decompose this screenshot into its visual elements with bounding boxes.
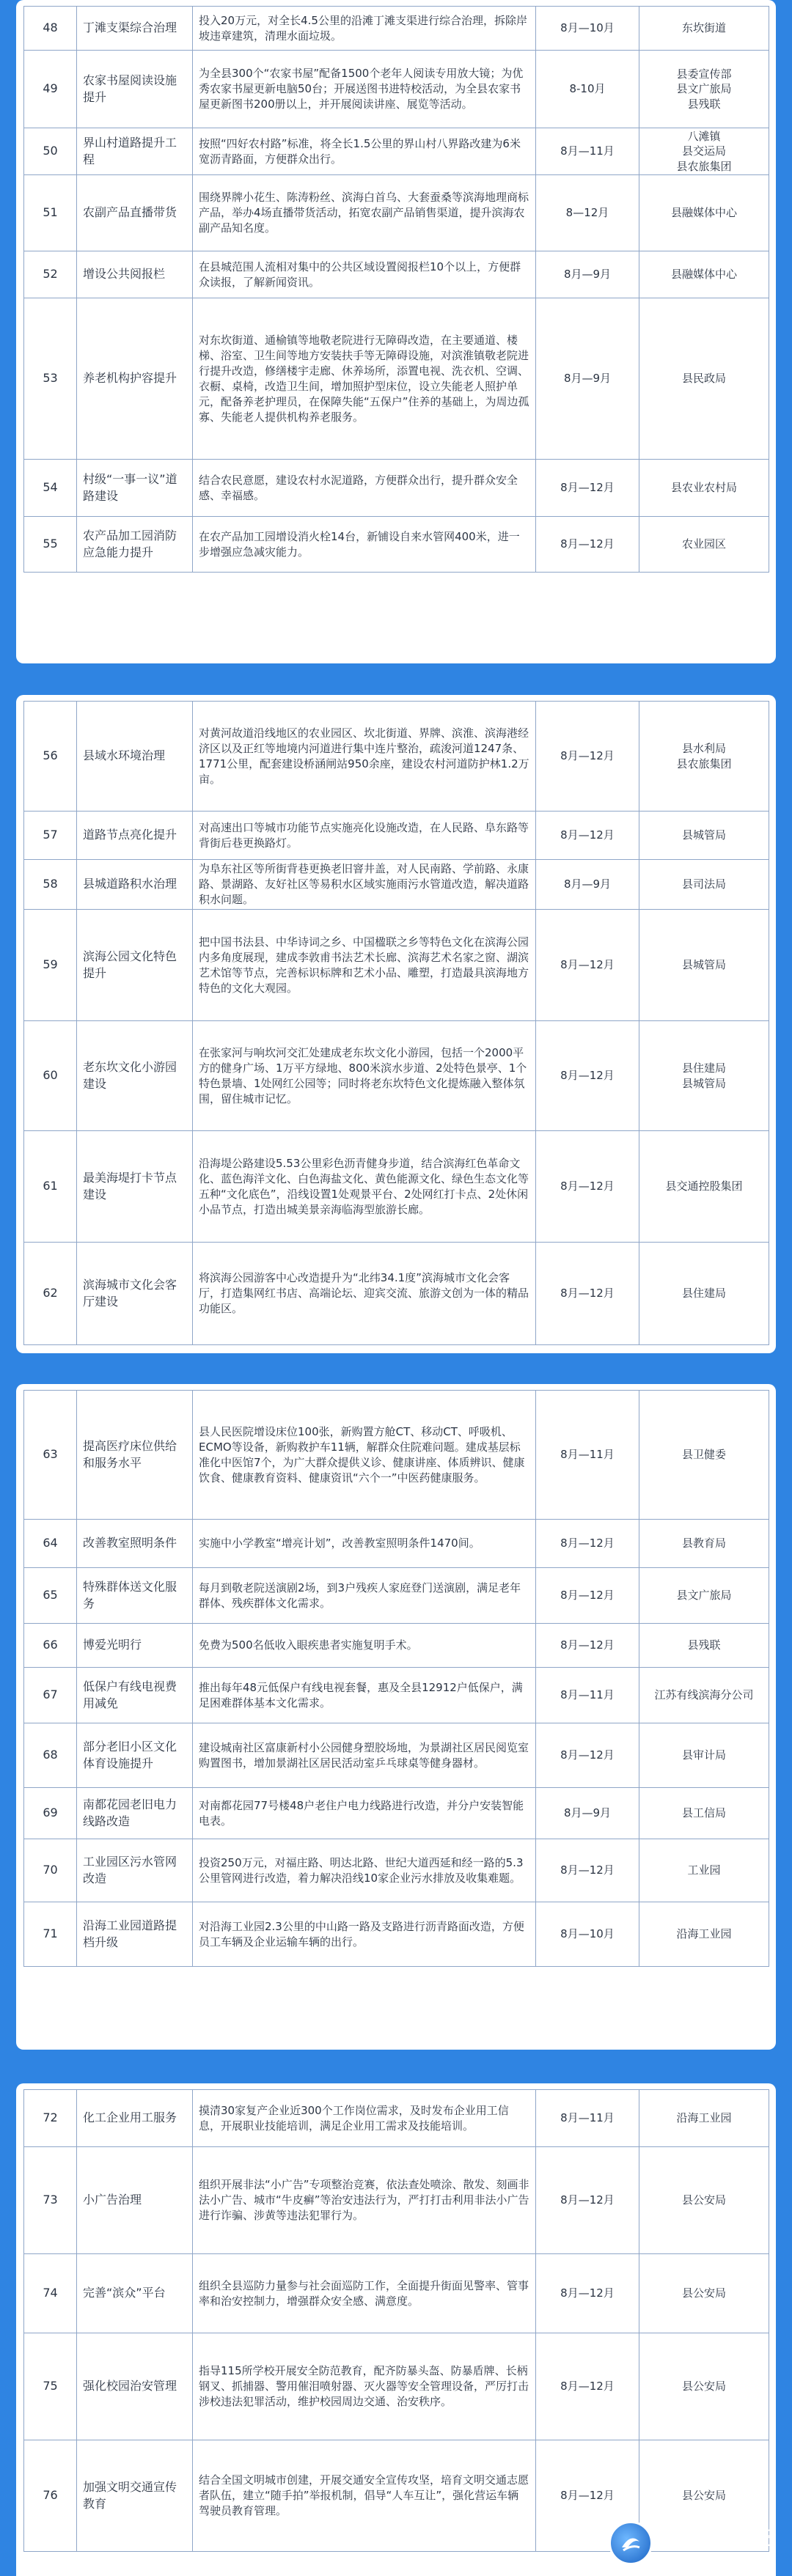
responsible-unit — [639, 1723, 769, 1788]
row-number: 59 — [24, 910, 77, 1021]
project-time: 8月—12月 — [536, 2333, 639, 2440]
table-row — [24, 1788, 769, 1839]
project-name: 老东坎文化小游园建设 — [77, 1021, 193, 1131]
project-time: 8月—10月 — [536, 1902, 639, 1967]
project-name: 县城道路积水治理 — [77, 860, 193, 910]
project-name: 丁滩支渠综合治理 — [77, 7, 193, 51]
row-number: 56 — [24, 702, 77, 812]
project-content: 对高速出口等城市功能节点实施亮化设施改造，在人民路、阜东路等背街后巷更换路灯。 — [193, 812, 536, 860]
project-time: 8月—12月 — [536, 1131, 639, 1243]
row-number: 74 — [24, 2254, 77, 2333]
table-row — [24, 2090, 769, 2147]
row-number: 69 — [24, 1788, 77, 1839]
project-content: 摸清30家复产企业近300个工作岗位需求，及时发布企业用工信息，开展职业技能培训，满足企业用工需求及技能培训。 — [193, 2090, 536, 2147]
unit-name: 县住建局 — [681, 1061, 726, 1075]
table-card-3 — [16, 1384, 776, 2050]
project-name: 最美海堤打卡节点建设 — [77, 1131, 193, 1243]
project-name: 改善教室照明条件 — [77, 1520, 193, 1568]
unit-name: 东坎街道 — [681, 21, 726, 35]
unit-name: 县城管局 — [681, 1076, 726, 1090]
responsible-unit — [639, 1788, 769, 1839]
unit-name: 县住建局 — [681, 1287, 726, 1300]
table-row — [24, 7, 769, 51]
row-number: 65 — [24, 1568, 77, 1624]
responsible-unit — [639, 1021, 769, 1131]
project-table — [23, 1390, 769, 1967]
project-time: 8-10月 — [536, 51, 639, 128]
table-row — [24, 51, 769, 128]
project-content: 实施中小学教室“增亮计划”，改善教室照明条件1470间。 — [193, 1520, 536, 1568]
table-row — [24, 1021, 769, 1131]
project-name: 博爱光明行 — [77, 1624, 193, 1668]
responsible-unit — [639, 1839, 769, 1902]
project-time: 8月—9月 — [536, 251, 639, 298]
responsible-unit — [639, 1902, 769, 1967]
project-content: 投资250万元，对福庄路、明达北路、世纪大道西延和经一路的5.3公里管网进行改造，着力解决沿线10家企业污水排放及收集难题。 — [193, 1839, 536, 1902]
project-content: 围绕界牌小花生、陈涛粉丝、滨海白首乌、大套蚕桑等滨海地理商标产品，举办4场直播带货活动，拓宽农副产品销售渠道，提升滨海农副产品知名度。 — [193, 175, 536, 251]
project-time: 8—12月 — [536, 175, 639, 251]
responsible-unit — [639, 460, 769, 517]
project-content: 对黄河故道沿线地区的农业园区、坎北街道、界牌、滨淮、滨海港经济区以及正红等地境内河道进行集中连片整治，疏浚河道1247条、1771公里，配套建设桥涵闸站950余座，建设农村河道防护林1.2万亩。 — [193, 702, 536, 812]
table-row — [24, 1243, 769, 1345]
project-content: 免费为500名低收入眼疾患者实施复明手术。 — [193, 1624, 536, 1668]
project-name: 南都花园老旧电力线路改造 — [77, 1788, 193, 1839]
unit-name: 县公安局 — [681, 2193, 726, 2207]
table-row — [24, 2333, 769, 2440]
project-time: 8月—12月 — [536, 1021, 639, 1131]
project-time: 8月—11月 — [536, 1391, 639, 1520]
unit-name: 县残联 — [687, 97, 721, 111]
row-number: 50 — [24, 128, 77, 175]
responsible-unit — [639, 1624, 769, 1668]
project-name: 加强文明交通宣传教育 — [77, 2440, 193, 2552]
project-time: 8月—12月 — [536, 2147, 639, 2254]
table-row — [24, 910, 769, 1021]
project-content: 将滨海公园游客中心改造提升为“北纬34.1度”滨海城市文化会客厅，打造集网红书店、高端论坛、迎宾交流、旅游文创为一体的精品功能区。 — [193, 1243, 536, 1345]
project-content: 沿海堤公路建设5.53公里彩色沥青健身步道，结合滨海红色革命文化、蓝色海洋文化、白色海盐文化、黄色能源文化、绿色生态文化等五种“文化底色”，沿线设置1处观景平台、2处网红打卡点、2处休闲小品节点，打造出城美景亲海临海型旅游长廊。 — [193, 1131, 536, 1243]
project-content: 结合全国文明城市创建，开展交通安全宣传攻坚，培育文明交通志愿者队伍，建立“随手拍”举报机制，倡导“人车互让”，强化营运车辆驾驶员教育管理。 — [193, 2440, 536, 2552]
row-number: 73 — [24, 2147, 77, 2254]
table-card-2 — [16, 695, 776, 1353]
forum-name: 新滨海论坛 — [659, 2526, 777, 2552]
unit-name: 县农旅集团 — [676, 159, 732, 173]
table-row — [24, 702, 769, 812]
unit-name: 县司法局 — [681, 877, 726, 891]
project-time: 8月—10月 — [536, 7, 639, 51]
unit-name: 县融媒体中心 — [670, 206, 737, 220]
project-name: 完善“滨众”平台 — [77, 2254, 193, 2333]
responsible-unit — [639, 1568, 769, 1624]
responsible-unit — [639, 1668, 769, 1723]
project-content: 为全县300个“农家书屋”配备1500个老年人阅读专用放大镜；为优秀农家书屋更新电脑50台；开展送图书进特校活动，为全县农家书屋更新图书200册以上，并开展阅读讲座、展览等活动。 — [193, 51, 536, 128]
row-number: 68 — [24, 1723, 77, 1788]
project-content: 在张家河与响坎河交汇处建成老东坎文化小游园，包括一个2000平方的健身广场、1万平方绿地、800米滨水步道、2处特色景亭、1个特色景墙、1处网红公园等；同时将老东坎特色文化提炼融入整体氛围，留住城市记忆。 — [193, 1021, 536, 1131]
project-name: 特殊群体送文化服务 — [77, 1568, 193, 1624]
row-number: 61 — [24, 1131, 77, 1243]
project-name: 增设公共阅报栏 — [77, 251, 193, 298]
row-number: 48 — [24, 7, 77, 51]
unit-name: 县交运局 — [681, 144, 726, 158]
project-name: 提高医疗床位供给和服务水平 — [77, 1391, 193, 1520]
project-time: 8月—12月 — [536, 517, 639, 573]
responsible-unit — [639, 812, 769, 860]
project-name: 化工企业用工服务 — [77, 2090, 193, 2147]
project-time: 8月—12月 — [536, 460, 639, 517]
table-row — [24, 517, 769, 573]
forum-url[interactable]: www.xbhwang.com — [659, 2553, 777, 2566]
responsible-unit — [639, 702, 769, 812]
row-number: 64 — [24, 1520, 77, 1568]
project-time: 8月—12月 — [536, 1839, 639, 1902]
table-row — [24, 1131, 769, 1243]
project-time: 8月—12月 — [536, 1520, 639, 1568]
table-row — [24, 1520, 769, 1568]
unit-name: 县融媒体中心 — [670, 268, 737, 281]
row-number: 51 — [24, 175, 77, 251]
responsible-unit — [639, 1520, 769, 1568]
table-row — [24, 1391, 769, 1520]
row-number: 52 — [24, 251, 77, 298]
responsible-unit — [639, 517, 769, 573]
project-content: 对南都花园77号楼48户老住户电力线路进行改造，并分户安装智能电表。 — [193, 1788, 536, 1839]
unit-name: 县残联 — [687, 1638, 721, 1652]
project-time: 8月—12月 — [536, 812, 639, 860]
unit-name: 县教育局 — [681, 1537, 726, 1550]
project-time: 8月—11月 — [536, 1668, 639, 1723]
unit-name: 县交通控股集团 — [665, 1180, 743, 1193]
unit-name: 沿海工业园 — [676, 2111, 732, 2125]
unit-name: 县文广旅局 — [676, 82, 732, 96]
project-name: 农副产品直播带货 — [77, 175, 193, 251]
unit-name: 沿海工业园 — [676, 1927, 732, 1941]
responsible-unit — [639, 51, 769, 128]
row-number: 76 — [24, 2440, 77, 2552]
responsible-unit — [639, 298, 769, 460]
table-row — [24, 1624, 769, 1668]
unit-name: 县农业农村局 — [670, 481, 737, 495]
project-content: 在县城范围人流相对集中的公共区域设置阅报栏10个以上，方便群众读报，了解新闻资讯。 — [193, 251, 536, 298]
row-number: 60 — [24, 1021, 77, 1131]
project-name: 低保户有线电视费用减免 — [77, 1668, 193, 1723]
responsible-unit — [639, 175, 769, 251]
unit-name: 工业园 — [687, 1863, 721, 1877]
project-time: 8月—12月 — [536, 2254, 639, 2333]
responsible-unit — [639, 2090, 769, 2147]
unit-name: 县公安局 — [681, 2489, 726, 2503]
unit-name: 八滩镇 — [687, 130, 721, 144]
project-time: 8月—12月 — [536, 1723, 639, 1788]
table-card-1 — [16, 0, 776, 663]
unit-name: 农业园区 — [681, 537, 726, 551]
project-content: 推出每年48元低保户有线电视套餐，惠及全县12912户低保户，满足困难群体基本文化需求。 — [193, 1668, 536, 1723]
responsible-unit — [639, 7, 769, 51]
project-name: 县域水环境治理 — [77, 702, 193, 812]
responsible-unit — [639, 2254, 769, 2333]
project-time: 8月—12月 — [536, 2440, 639, 2552]
table-row — [24, 460, 769, 517]
project-name: 农家书屋阅读设施提升 — [77, 51, 193, 128]
table-row — [24, 128, 769, 175]
row-number: 55 — [24, 517, 77, 573]
project-content: 把中国书法县、中华诗词之乡、中国楹联之乡等特色文化在滨海公园内多角度展现，建成李敦甫书法艺术长廊、滨海艺术名家之窗、湖滨艺术馆等节点，完善标识标牌和艺术小品、雕塑，打造最具滨海地方特色的文化大观园。 — [193, 910, 536, 1021]
row-number: 70 — [24, 1839, 77, 1902]
table-row — [24, 860, 769, 910]
project-name: 农产品加工园消防应急能力提升 — [77, 517, 193, 573]
project-time: 8月—12月 — [536, 910, 639, 1021]
project-content: 组织全县巡防力量参与社会面巡防工作，全面提升街面见警率、管事率和治安控制力，增强群众安全感、满意度。 — [193, 2254, 536, 2333]
project-time: 8月—11月 — [536, 128, 639, 175]
unit-name: 县民政局 — [681, 372, 726, 386]
responsible-unit — [639, 2333, 769, 2440]
project-table — [23, 701, 769, 1345]
project-name: 界山村道路提升工程 — [77, 128, 193, 175]
row-number: 62 — [24, 1243, 77, 1345]
project-content: 组织开展非法“小广告”专项整治竞赛，依法查处喷涂、散发、刻画非法小广告、城市“牛皮癣”等治安违法行为，严打打击利用非法小广告进行诈骗、涉黄等违法犯罪行为。 — [193, 2147, 536, 2254]
unit-name: 县工信局 — [681, 1806, 726, 1820]
row-number: 57 — [24, 812, 77, 860]
project-name: 滨海公园文化特色提升 — [77, 910, 193, 1021]
responsible-unit — [639, 251, 769, 298]
row-number: 54 — [24, 460, 77, 517]
project-name: 强化校园治安管理 — [77, 2333, 193, 2440]
responsible-unit — [639, 860, 769, 910]
row-number: 53 — [24, 298, 77, 460]
project-name: 小广告治理 — [77, 2147, 193, 2254]
responsible-unit — [639, 1243, 769, 1345]
table-row — [24, 2147, 769, 2254]
responsible-unit — [639, 128, 769, 175]
responsible-unit — [639, 910, 769, 1021]
unit-name: 县文广旅局 — [676, 1589, 732, 1602]
project-content: 在农产品加工园增设消火栓14台，新铺设自来水管网400米，进一步增强应急减灾能力。 — [193, 517, 536, 573]
unit-name: 县城管局 — [681, 828, 726, 842]
project-name: 道路节点亮化提升 — [77, 812, 193, 860]
row-number: 66 — [24, 1624, 77, 1668]
project-content: 投入20万元，对全长4.5公里的沿滩丁滩支渠进行综合治理，拆除岸坡违章建筑，清理水面垃圾。 — [193, 7, 536, 51]
project-time: 8月—9月 — [536, 860, 639, 910]
table-row — [24, 175, 769, 251]
table-row — [24, 298, 769, 460]
project-name: 工业园区污水管网改造 — [77, 1839, 193, 1902]
project-content: 结合农民意愿，建设农村水泥道路，方便群众出行，提升群众安全感、幸福感。 — [193, 460, 536, 517]
unit-name: 县城管局 — [681, 958, 726, 972]
row-number: 75 — [24, 2333, 77, 2440]
project-table — [23, 2089, 769, 2552]
row-number: 71 — [24, 1902, 77, 1967]
project-name: 村级“一事一议”道路建设 — [77, 460, 193, 517]
forum-logo-icon — [609, 2521, 653, 2565]
project-name: 养老机构护容提升 — [77, 298, 193, 460]
table-row — [24, 251, 769, 298]
table-row — [24, 812, 769, 860]
unit-name: 县水利局 — [681, 742, 726, 756]
project-name: 沿海工业园道路提档升级 — [77, 1902, 193, 1967]
row-number: 58 — [24, 860, 77, 910]
project-time: 8月—11月 — [536, 2090, 639, 2147]
project-time: 8月—12月 — [536, 1243, 639, 1345]
forum-watermark — [609, 2520, 777, 2566]
row-number: 67 — [24, 1668, 77, 1723]
table-row — [24, 1839, 769, 1902]
project-content: 按照“四好农村路”标准，将全长1.5公里的界山村八界路改建为6米宽沥青路面，方便群众出行。 — [193, 128, 536, 175]
unit-name: 县审计局 — [681, 1748, 726, 1762]
project-time: 8月—12月 — [536, 1624, 639, 1668]
project-content: 县人民医院增设床位100张，新购置方舱CT、移动CT、呼吸机、ECMO等设备，新购救护车11辆，解群众住院难问题。建成基层标准化中医馆7个，为广大群众提供义诊、健康讲座、体质辨识、健康饮食、健康教育资料、健康资讯“六个一”中医药健康服务。 — [193, 1391, 536, 1520]
project-table — [23, 6, 769, 573]
project-content: 为阜东社区等所街背巷更换老旧窨井盖，对人民南路、学前路、永康路、景湖路、友好社区等易积水区域实施雨污水管道改造，解决道路积水问题。 — [193, 860, 536, 910]
table-row — [24, 1723, 769, 1788]
project-time: 8月—12月 — [536, 1568, 639, 1624]
row-number: 49 — [24, 51, 77, 128]
project-content: 每月到敬老院送演剧2场，到3户残疾人家庭登门送演剧，满足老年群体、残疾群体文化需求。 — [193, 1568, 536, 1624]
project-time: 8月—9月 — [536, 298, 639, 460]
row-number: 63 — [24, 1391, 77, 1520]
row-number: 72 — [24, 2090, 77, 2147]
table-row — [24, 1668, 769, 1723]
unit-name: 县公安局 — [681, 2286, 726, 2300]
project-time: 8月—12月 — [536, 702, 639, 812]
table-card-4 — [16, 2083, 776, 2576]
unit-name: 县卫健委 — [681, 1448, 726, 1462]
responsible-unit — [639, 2147, 769, 2254]
unit-name: 县农旅集团 — [676, 757, 732, 770]
project-time: 8月—9月 — [536, 1788, 639, 1839]
table-row — [24, 1902, 769, 1967]
project-content: 指导115所学校开展安全防范教育，配齐防暴头盔、防暴盾牌、长柄钢叉、抓捕器、警用催泪喷射器、灭火器等安全管理设备，严厉打击涉校违法犯罪活动，维护校园周边交通、治安秩序。 — [193, 2333, 536, 2440]
project-content: 建设城南社区富康新村小公园健身塑胶场地，为景湖社区居民阅览室购置图书，增加景湖社区居民活动室乒乓球桌等健身器材。 — [193, 1723, 536, 1788]
table-row — [24, 1568, 769, 1624]
unit-name: 县委宣传部 — [676, 67, 732, 81]
unit-name: 县公安局 — [681, 2380, 726, 2393]
table-row — [24, 2254, 769, 2333]
project-name: 滨海城市文化会客厅建设 — [77, 1243, 193, 1345]
project-name: 部分老旧小区文化体育设施提升 — [77, 1723, 193, 1788]
project-content: 对沿海工业园2.3公里的中山路一路及支路进行沥青路面改造，方便员工车辆及企业运输车辆的出行。 — [193, 1902, 536, 1967]
project-content: 对东坎街道、通榆镇等地敬老院进行无障碍改造，在主要通道、楼梯、浴室、卫生间等地方安装扶手等无障碍设施，对滨淮镇敬老院进行提升改造，修缮楼宇走廊、休养场所，添置电视、洗衣机、空调、衣橱、桌椅，改造卫生间，增加照护型床位，设立失能老人照护单元，配备养老护理员，在保障失能“五保户”住养的基础上，为周边孤寡、失能老人提供机构养老服务。 — [193, 298, 536, 460]
responsible-unit — [639, 1131, 769, 1243]
responsible-unit — [639, 1391, 769, 1520]
unit-name: 江苏有线滨海分公司 — [654, 1688, 754, 1702]
